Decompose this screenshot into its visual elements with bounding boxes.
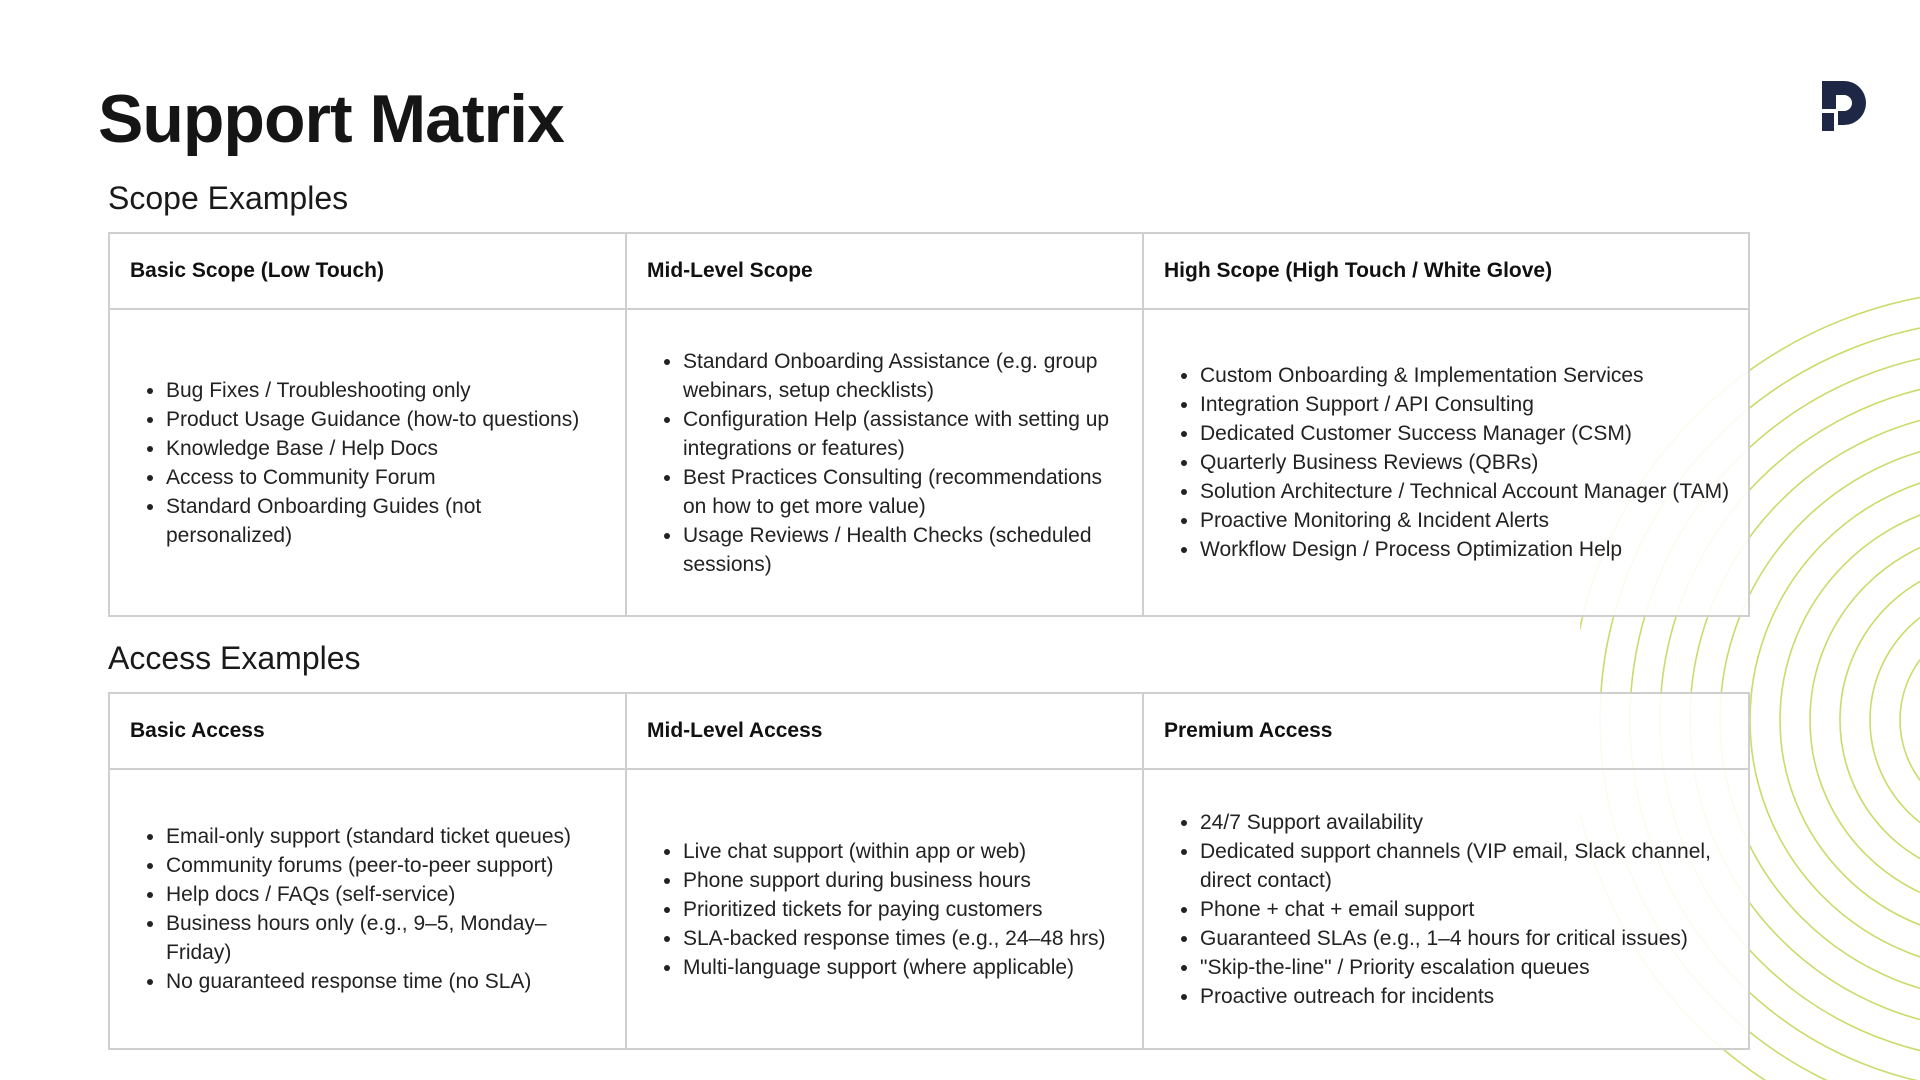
- page-title: Support Matrix: [98, 81, 564, 157]
- access-header-row: [109, 693, 1749, 769]
- list-item: • Help docs / FAQs (self-service): [166, 880, 609, 909]
- decorative-ring: [1900, 620, 1920, 820]
- list-item: • Live chat support (within app or web): [683, 837, 1126, 866]
- list-item: • Quarterly Business Reviews (QBRs): [1200, 448, 1732, 477]
- list-item: • Proactive outreach for incidents: [1200, 982, 1732, 1011]
- list-item: • Proactive Monitoring & Incident Alerts: [1200, 506, 1732, 535]
- decorative-ring: [1870, 590, 1920, 850]
- list-item: • Standard Onboarding Guides (not personalized): [166, 492, 609, 550]
- access-basic-list: [130, 822, 609, 996]
- access-header-premium: Premium Access: [1143, 693, 1749, 769]
- decorative-ring: [1750, 470, 1920, 970]
- scope-section-label: Scope Examples: [108, 180, 349, 216]
- list-item: • Integration Support / API Consulting: [1200, 390, 1732, 419]
- scope-header-high: High Scope (High Touch / White Glove): [1143, 233, 1749, 309]
- access-cell-basic: [109, 769, 626, 1049]
- scope-header-row: [109, 233, 1749, 309]
- access-header-mid: Mid-Level Access: [626, 693, 1143, 769]
- list-item: • Email-only support (standard ticket queues): [166, 822, 609, 851]
- list-item: • "Skip-the-line" / Priority escalation queues: [1200, 953, 1732, 982]
- list-item: • Dedicated Customer Success Manager (CSM): [1200, 419, 1732, 448]
- list-item: • SLA-backed response times (e.g., 24–48 hrs): [683, 924, 1126, 953]
- access-cell-premium: [1143, 769, 1749, 1049]
- list-item: • 24/7 Support availability: [1200, 808, 1732, 837]
- scope-basic-list: [130, 376, 609, 550]
- list-item: • Phone + chat + email support: [1200, 895, 1732, 924]
- scope-header-basic: Basic Scope (Low Touch): [109, 233, 626, 309]
- list-item: • Guaranteed SLAs (e.g., 1–4 hours for critical issues): [1200, 924, 1732, 953]
- scope-high-list: [1164, 361, 1732, 564]
- list-item: • Bug Fixes / Troubleshooting only: [166, 376, 609, 405]
- access-table: [108, 692, 1750, 1050]
- scope-mid-list: [647, 347, 1126, 579]
- list-item: • Phone support during business hours: [683, 866, 1126, 895]
- list-item: • Product Usage Guidance (how-to questions): [166, 405, 609, 434]
- access-cell-mid: [626, 769, 1143, 1049]
- access-section-label: Access Examples: [108, 640, 361, 676]
- list-item: • Configuration Help (assistance with setting up integrations or features): [683, 405, 1126, 463]
- decorative-ring: [1810, 530, 1920, 910]
- scope-header-mid: Mid-Level Scope: [626, 233, 1143, 309]
- access-mid-list: [647, 837, 1126, 982]
- scope-items-row: [109, 309, 1749, 616]
- list-item: • Usage Reviews / Health Checks (scheduled sessions): [683, 521, 1126, 579]
- list-item: • Prioritized tickets for paying customers: [683, 895, 1126, 924]
- list-item: • Workflow Design / Process Optimization Help: [1200, 535, 1732, 564]
- access-items-row: [109, 769, 1749, 1049]
- access-premium-list: [1164, 808, 1732, 1011]
- list-item: • Solution Architecture / Technical Account Manager (TAM): [1200, 477, 1732, 506]
- access-header-basic: Basic Access: [109, 693, 626, 769]
- list-item: • Dedicated support channels (VIP email, Slack channel, direct contact): [1200, 837, 1732, 895]
- list-item: • Best Practices Consulting (recommendations on how to get more value): [683, 463, 1126, 521]
- decorative-ring: [1780, 500, 1920, 940]
- scope-cell-basic: [109, 309, 626, 616]
- brand-p-logo-icon: [1818, 79, 1870, 131]
- list-item: • Access to Community Forum: [166, 463, 609, 492]
- scope-cell-high: [1143, 309, 1749, 616]
- list-item: • Standard Onboarding Assistance (e.g. group webinars, setup checklists): [683, 347, 1126, 405]
- list-item: • Custom Onboarding & Implementation Services: [1200, 361, 1732, 390]
- list-item: • Community forums (peer-to-peer support): [166, 851, 609, 880]
- scope-table: [108, 232, 1750, 617]
- scope-cell-mid: [626, 309, 1143, 616]
- list-item: • No guaranteed response time (no SLA): [166, 967, 609, 996]
- list-item: • Multi-language support (where applicable): [683, 953, 1126, 982]
- list-item: • Knowledge Base / Help Docs: [166, 434, 609, 463]
- decorative-ring: [1840, 560, 1920, 880]
- list-item: • Business hours only (e.g., 9–5, Monday–Friday): [166, 909, 609, 967]
